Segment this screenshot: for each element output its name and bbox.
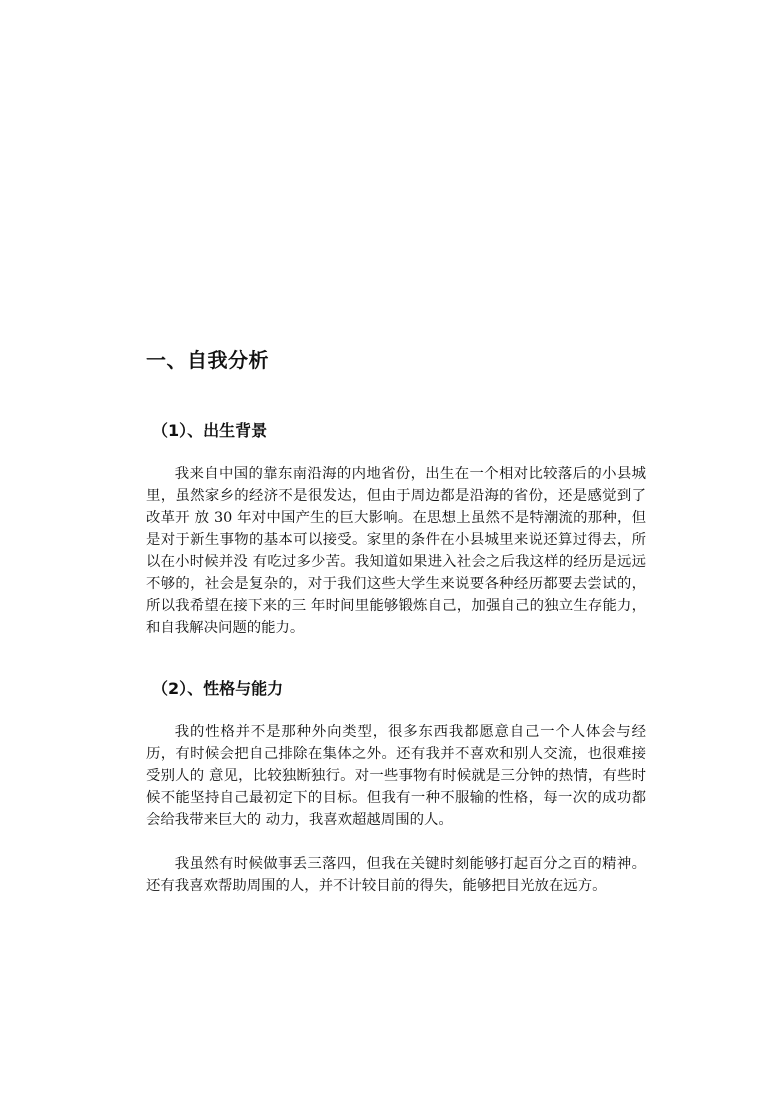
subsection-heading-personality-ability: （2）、性格与能力: [152, 679, 284, 698]
section-title: 一、自我分析: [146, 348, 269, 372]
subsection-heading-birth-background: （1）、出生背景: [152, 421, 268, 440]
paragraph-personality: 我的性格并不是那种外向类型，很多东西我都愿意自己一个人体会与经历，有时候会把自己排除在集体之外。还有我并不喜欢和别人交流，也很难接受别人的 意见，比较独断独行。对一些事物有时候就是三分钟的热情，有些时候不能坚持自己最初定下的目标。但我有一种不服输的性格，每一次的成功都会给我带来巨大的 动力，我喜欢超越周围的人。: [146, 724, 646, 828]
paragraph-ability: 我虽然有时候做事丢三落四，但我在关键时刻能够打起百分之百的精神。还有我喜欢帮助周围的人，并不计较目前的得失，能够把目光放在远方。: [146, 856, 646, 894]
paragraph-birth-background: 我来自中国的靠东南沿海的内地省份，出生在一个相对比较落后的小县城里，虽然家乡的经济不是很发达，但由于周边都是沿海的省份，还是感觉到了改革开 放 30 年对中国产生的巨大影响。在思想上虽然不是特潮流的那种，但是对于新生事物的基本可以接受。家里的条件在小县城里来说还算过得去，所以在小时候并没 有吃过多少苦。我知道如果进入社会之后我这样的经历是远远不够的，社会是复杂的，对于我们这些大学生来说要各种经历都要去尝试的，所以我希望在接下来的三 年时间里能够锻炼自己，加强自己的独立生存能力，和自我解决问题的能力。: [146, 466, 646, 636]
